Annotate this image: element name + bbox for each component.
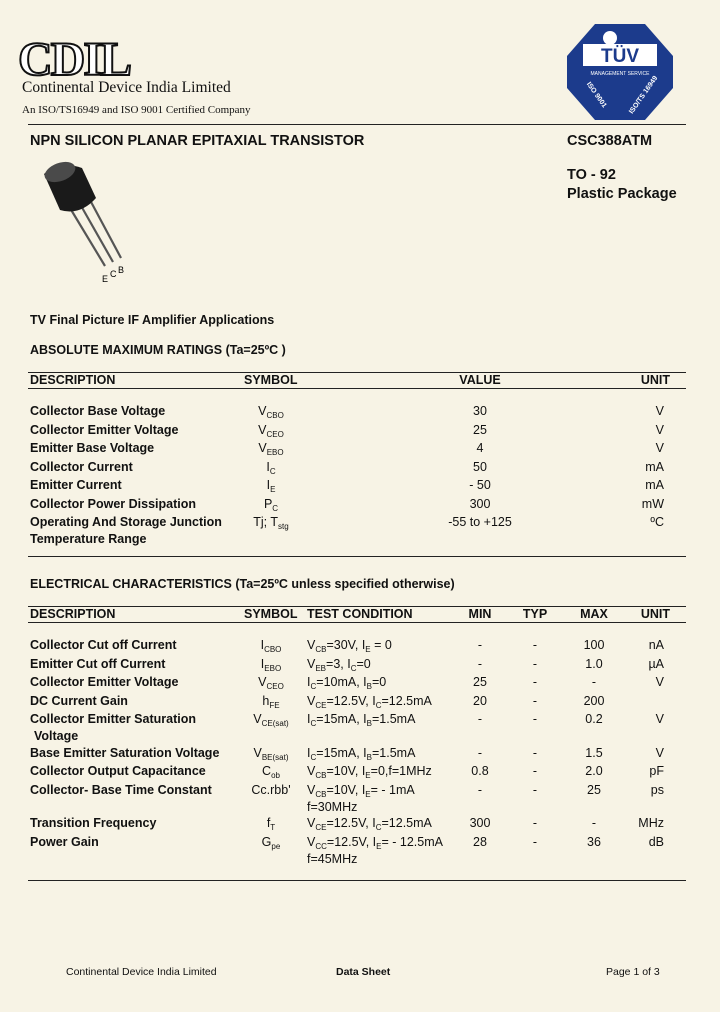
elec-col-typ: TYP [522,607,548,621]
pin-label-e: E [102,274,109,284]
elec-row-description: Transition Frequency [30,816,157,830]
elec-row-min: 25 [473,675,487,689]
tuv-iso9001: ISO 9001 [584,81,608,110]
abs-row-description: Emitter Base Voltage [30,441,155,455]
elec-row-description: Power Gain [30,835,99,849]
abs-row-description: Collector Power Dissipation [30,497,197,511]
elec-row-max: 36 [587,835,601,849]
elec-row-max: 1.5 [585,746,603,760]
elec-row-typ: - [532,816,538,830]
elec-row-typ: - [532,694,538,708]
elec-row-unit: MHz [638,816,664,830]
abs-table-header-rule [28,388,686,389]
abs-row-unit: V [655,441,664,455]
package-material: Plastic Package [567,186,677,202]
abs-max-heading: ABSOLUTE MAXIMUM RATINGS (Ta=25ºC ) [30,343,286,357]
elec-row-test-condition: $V_{CE}=12.5V$, $I_C=12.5mA$ [307,694,432,710]
elec-row-unit: nA [648,638,664,652]
elec-col-unit: UNIT [640,607,670,621]
abs-row-value: 25 [473,423,487,437]
elec-row-max: - [591,816,597,830]
elec-row-unit: V [655,746,664,760]
abs-row-unit: ºC [650,515,664,529]
elec-row-typ: - [532,657,538,671]
elec-row-max: - [591,675,597,689]
elec-col-test: TEST CONDITION [307,607,413,621]
elec-row-unit: V [655,675,664,689]
elec-row-symbol: $V_{BE(sat)}$ [253,746,289,762]
elec-row-max: 1.0 [585,657,603,671]
application-note: TV Final Picture IF Amplifier Applications [30,313,275,327]
elec-row-test-condition: $I_C=10mA$, $I_B=0$ [307,675,387,691]
elec-row-typ: - [532,675,538,689]
abs-row-symbol: $I_E$ [266,478,276,494]
elec-row-test-condition-cont: f=45MHz [307,852,358,866]
abs-row-symbol: Tj; $T_{stg}$ [253,515,289,531]
abs-row-symbol: $V_{CEO}$ [258,423,284,439]
elec-row-test-condition: $I_C=15mA$, $I_B=1.5mA$ [307,746,416,762]
elec-table-bottom-rule [28,880,686,881]
part-number: CSC388ATM [567,133,653,149]
elec-row-unit: µA [648,657,664,671]
certification-line: An ISO/TS16949 and ISO 9001 Certified Company [22,104,251,116]
elec-row-symbol: $G_{pe}$ [261,835,281,851]
elec-row-min: - [477,746,483,760]
elec-row-test-condition: $V_{EB}=3$, $I_C=0$ [307,657,371,673]
elec-row-unit: pF [649,764,664,778]
tuv-q-icon [603,31,617,45]
abs-row-unit: V [655,404,664,418]
elec-row-unit: dB [648,835,664,849]
abs-row-description: Collector Current [30,460,133,474]
elec-row-description: Emitter Cut off Current [30,657,166,671]
abs-row-symbol: $V_{EBO}$ [258,441,284,457]
elec-row-test-condition: $V_{CB}=10V$, $I_E= - 1mA$ [307,783,415,799]
elec-row-min: - [477,712,483,726]
abs-row-value: 4 [476,441,484,455]
abs-row-unit: mA [645,478,664,492]
elec-col-max: MAX [580,607,608,621]
elec-row-test-condition-cont: f=30MHz [307,800,358,814]
elec-row-max: 200 [583,694,605,708]
elec-row-symbol: $f_T$ [266,816,276,832]
elec-row-typ: - [532,835,538,849]
elec-row-unit: V [655,712,664,726]
elec-row-min: 20 [473,694,487,708]
tuv-isots: ISO/TS 16949 [628,74,660,116]
elec-row-symbol: $V_{CE(sat)}$ [253,712,289,728]
elec-row-max: 25 [587,783,601,797]
elec-row-symbol: $C_{ob}$ [262,764,280,780]
elec-row-max: 0.2 [585,712,603,726]
elec-row-description: DC Current Gain [30,694,128,708]
elec-row-min: 300 [469,816,491,830]
abs-row-value: -55 to +125 [448,515,512,529]
tuv-mark: TÜV [601,46,639,67]
abs-col-unit: UNIT [640,373,670,387]
elec-row-description: Collector- Base Time Constant [30,783,212,797]
abs-row-symbol: $V_{CBO}$ [258,404,284,420]
elec-row-min: - [477,638,483,652]
elec-row-typ: - [532,783,538,797]
elec-row-symbol: $V_{CEO}$ [258,675,284,691]
elec-row-description: Collector Emitter Voltage [30,675,179,689]
pin-label-c: C [110,269,117,279]
abs-row-description: Collector Base Voltage [30,404,166,418]
to92-transistor-drawing [30,158,140,288]
abs-row-description: Operating And Storage Junction [30,515,222,529]
elec-row-test-condition: $V_{CE}=12.5V$, $I_C=12.5mA$ [307,816,432,832]
abs-row-value: 300 [469,497,491,511]
pin-label-b: B [118,265,125,275]
elec-row-unit: ps [650,783,664,797]
elec-row-max: 100 [583,638,605,652]
elec-row-typ: - [532,638,538,652]
elec-row-min: - [477,657,483,671]
tuv-badge [565,22,675,122]
abs-row-unit: mA [645,460,664,474]
abs-row-unit: V [655,423,664,437]
elec-col-symbol: SYMBOL [244,607,298,621]
elec-row-max: 2.0 [585,764,603,778]
elec-row-symbol: $I_{EBO}$ [260,657,282,673]
elec-row-typ: - [532,712,538,726]
elec-row-test-condition: $I_C=15mA$, $I_B=1.5mA$ [307,712,416,728]
elec-col-description: DESCRIPTION [30,607,116,621]
company-name: Continental Device India Limited [22,79,231,96]
footer-page: Page 1 of 3 [606,966,660,978]
footer-doc-type: Data Sheet [336,966,391,978]
abs-row-description: Collector Emitter Voltage [30,423,179,437]
elec-row-description: Collector Emitter Saturation [30,712,196,726]
abs-table-bottom-rule [28,556,686,557]
abs-row-unit: mW [641,497,664,511]
elec-row-typ: - [532,764,538,778]
elec-row-description: Collector Output Capacitance [30,764,206,778]
footer-company: Continental Device India Limited [66,966,217,978]
elec-row-min: - [477,783,483,797]
elec-row-description-cont: Voltage [34,729,79,743]
elec-row-symbol: $h_{FE}$ [262,694,280,710]
header-divider [28,124,686,125]
device-title: NPN SILICON PLANAR EPITAXIAL TRANSISTOR [30,133,365,149]
elec-table-header-rule [28,622,686,623]
cdil-logo: CDIL [18,33,131,86]
elec-row-min: 28 [473,835,487,849]
abs-row-symbol: $P_C$ [263,497,279,513]
elec-row-symbol: $I_{CBO}$ [260,638,282,654]
elec-row-test-condition: $V_{CC}=12.5V$, $I_E= - 12.5mA$ [307,835,443,851]
tuv-service: MANAGEMENT SERVICE [590,71,650,77]
abs-row-symbol: $I_C$ [266,460,276,476]
abs-row-description-cont: Temperature Range [30,532,147,546]
abs-col-description: DESCRIPTION [30,373,116,387]
abs-row-description: Emitter Current [30,478,122,492]
elec-row-test-condition: $V_{CB}=30V$, $I_E = 0$ [307,638,392,654]
abs-table-top-rule [28,372,686,373]
abs-col-value: VALUE [459,373,501,387]
elec-row-description: Collector Cut off Current [30,638,177,652]
abs-col-symbol: SYMBOL [244,373,298,387]
abs-row-value: 50 [473,460,487,474]
elec-row-typ: - [532,746,538,760]
elec-row-description: Base Emitter Saturation Voltage [30,746,220,760]
elec-heading: ELECTRICAL CHARACTERISTICS (Ta=25ºC unless specified otherwise) [30,577,455,591]
elec-row-test-condition: $V_{CB}=10V$, $I_E=0,f=1MHz$ [307,764,432,780]
elec-col-min: MIN [468,607,492,621]
elec-row-min: 0.8 [471,764,489,778]
package-type: TO - 92 [567,167,616,183]
abs-row-value: 30 [473,404,487,418]
abs-row-value: - 50 [469,478,491,492]
elec-row-symbol: Cc.rbb' [251,783,291,797]
